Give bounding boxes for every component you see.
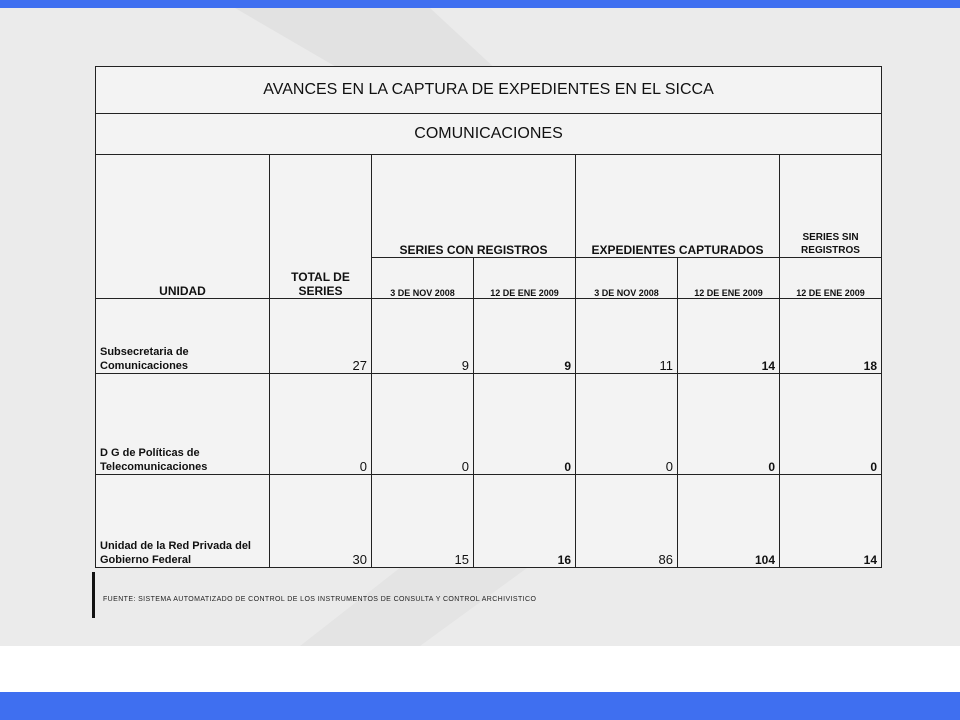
header-series-con-registros: SERIES CON REGISTROS: [372, 155, 576, 258]
cell-value: 86: [576, 475, 678, 568]
header-total-series: TOTAL DE SERIES: [270, 155, 372, 299]
total-series-value: 30: [270, 475, 372, 568]
cell-value: 104: [678, 475, 780, 568]
header-date: 3 DE NOV 2008: [576, 258, 678, 299]
table-row: [96, 374, 882, 475]
cell-value: 0: [678, 374, 780, 475]
header-unidad: UNIDAD: [96, 155, 270, 299]
cell-value: 9: [474, 299, 576, 374]
total-series-value: 0: [270, 374, 372, 475]
top-accent-bar: [0, 0, 960, 8]
cell-value: 14: [780, 475, 882, 568]
source-note: FUENTE: SISTEMA AUTOMATIZADO DE CONTROL DE LOS INSTRUMENTOS DE CONSULTA Y CONTROL ARCHIVISTICO: [103, 596, 537, 603]
header-expedientes-capturados: EXPEDIENTES CAPTURADOS: [576, 155, 780, 258]
table-title: AVANCES EN LA CAPTURA DE EXPEDIENTES EN EL SICCA: [96, 67, 882, 114]
cell-value: 0: [474, 374, 576, 475]
cell-value: 18: [780, 299, 882, 374]
table-row: [96, 299, 882, 374]
unit-name: Subsecretaria de Comunicaciones: [96, 299, 270, 374]
unit-name: Unidad de la Red Privada del Gobierno Federal: [96, 475, 270, 568]
total-series-value: 27: [270, 299, 372, 374]
bottom-accent-bar: [0, 692, 960, 720]
cell-value: 15: [372, 475, 474, 568]
header-date: 12 DE ENE 2009: [678, 258, 780, 299]
table-subtitle: COMUNICACIONES: [96, 114, 882, 155]
cell-value: 16: [474, 475, 576, 568]
unit-name: D G de Políticas de Telecomunicaciones: [96, 374, 270, 475]
source-marker-line: [92, 572, 95, 618]
header-date: 12 DE ENE 2009: [474, 258, 576, 299]
cell-value: 9: [372, 299, 474, 374]
header-series-sin-registros: SERIES SIN REGISTROS: [780, 155, 882, 258]
cell-value: 11: [576, 299, 678, 374]
header-date: 3 DE NOV 2008: [372, 258, 474, 299]
cell-value: 14: [678, 299, 780, 374]
cell-value: 0: [372, 374, 474, 475]
cell-value: 0: [780, 374, 882, 475]
header-date: 12 DE ENE 2009: [780, 258, 882, 299]
cell-value: 0: [576, 374, 678, 475]
table-row: [96, 475, 882, 568]
bottom-white-band: [0, 646, 960, 692]
sicca-progress-table: [95, 66, 882, 568]
